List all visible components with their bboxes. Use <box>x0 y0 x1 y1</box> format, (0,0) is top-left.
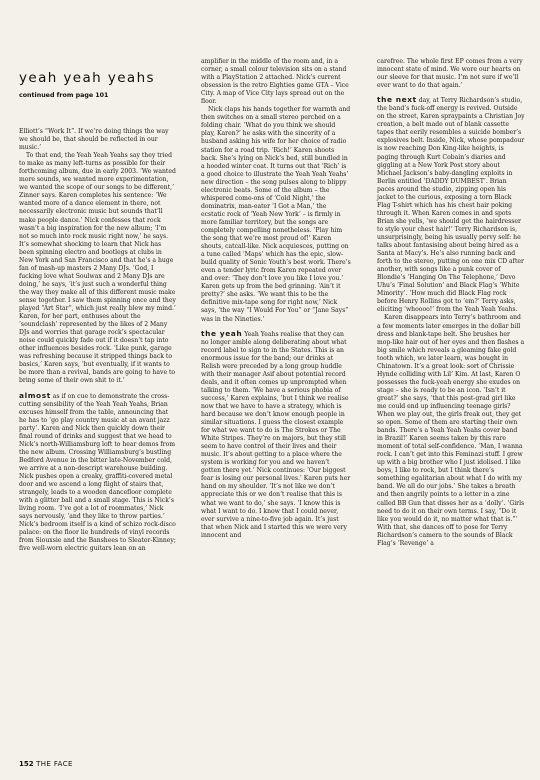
section-lead: almost <box>19 390 51 400</box>
paragraph: Karen disappears into Terry’s bathroom and a few moments later emerges in the dollar bill dress and blank-tape belt. She brushes her mop-like hair out of her eyes and then flashes a big smile which reveals a gleaming fake gold tooth which, we later learn, was bought in Chinatown. It’s a great look: sort of Chrissie Hynde colliding with Lil’ Kim. At last, Karen O possesses the fuck-yeah energy she exudes on stage – she is ready to be an icon. ‘Isn’t it great?’ she says, ‘that this post-grad girl like me could end up influencing teenage girls? When we play out, the girls freak out, they get so open. Some of them are starting their own bands. There’s a Yeah Yeah Yeahs cover band in Brazil!’ Karen seems taken by this rare moment of total self-confidence. ‘Man, I wanna rock. I can’t get into this Feminazi stuff. I grew up with a big brother who I just idolised. I like boys, I like to rock, but I think there’s something egalitarian about what I do with my band. We all do our jobs.’ She takes a breath and then angrily points to a letter in a zine called BB Gun that disses her as a ‘dolly’. ‘Girls need to do it on their own terms. I say, “Do it like you would do it, no matter what that is.”’ With that, she dances off to pose for Terry Richardson’s camera to the sounds of Black Flag’s ‘Revenge’ a <box>377 314 525 547</box>
page-number: 152 <box>19 760 34 768</box>
paragraph: Elliott’s “Work It”. If we’re doing things the way we should be, that should be reflected in our music.’ <box>19 128 169 152</box>
section-paragraph <box>377 96 525 314</box>
section-text: Yeah Yeahs realise that they can no longer amble along deliberating about what record label to sign to in the States. This is an enormous issue for the band; our drinks at Relish were preceded by a long group huddle with their manager Asif about potential record deals, and it often comes up unprompted when talking to them. ‘We have a serious phobia of success,’ Karen explains, ‘but I think we realise now that we have to have a strategy, which is hard because we don’t know enough people in similar situations. I guess the closest example for what we want to do is The Strokes or The White Stripes. They’re on majors, but they still seem to have control of their lives and their music. It’s about getting to a place where the system is working for you and we haven’t gotten there yet.’ Nick continues: ‘Our biggest fear is losing our personal lives.’ Karen puts her hand on my shoulder. ‘It’s not like we don’t appreciate this or we don’t realise that this is what we want to do,’ she says. ‘I know this is what I want to do. I know that I could never, ever survive a nine-to-five job again. It’s just that when Nick and I started this we were very innocent and <box>201 330 351 539</box>
section-paragraph <box>201 330 351 540</box>
column-2 <box>201 58 351 540</box>
paragraph: Nick claps his hands together for warmth and then switches on a small stereo perched on a folding chair. ‘What do you think we should play, Karen?’ he asks with the sincerity of a husband asking his wife for her choice of radio station for a road trip. ‘Rich!’ Karen shoots back. She’s lying on Nick’s bed, still bundled in a hooded winter coat. It turns out that ‘Rich’ is a good choice to illustrate the Yeah Yeah Yeahs’ new direction – the song pulses along to blippy electronic beats. Some of the album – the whispered come-ons of ‘Cold Night,’ the dominatrix, man-eater ‘I Got a Man,’ the ecstatic rock of ‘Yeah New York’ – is firmly in more familiar territory, but the songs are completely compelling nonetheless. ‘Play him the song that we’re most proud of!’ Karen shouts, catcall-like. Nick acquiesces, putting on a tune called ‘Maps’ which has the epic, slow-build quality of Sonic Youth’s best work. There’s even a tender lyric from Karen repeated over and over: ‘They don’t love you like I love you.’ Karen gets up from the bed grinning. ‘Ain’t it pretty?’ she asks. ‘We want this to be the definitive mix-tape song for right now,’ Nick says, ‘the way “I Would For You” or “Jane Says” was in the Nineties.’ <box>201 106 351 323</box>
article-headline: yeah yeah yeahs <box>19 70 155 86</box>
column-1 <box>19 128 176 553</box>
section-text: day, at Terry Richardson’s studio, the band’s fuck-off energy is revived. Outside on the street, Karen spraypaints a Christian Joy creation, a belt made out of blank cassette tapes that eerily resembles a suicide bomber’s explosives belt. Inside, Nick, whose pompadour is now reaching Don King-like heights, is paging through Kurt Cobain’s diaries and giggling at a New York Post story about Michael Jackson’s baby-dangling exploits in Berlin entitled ‘DADDY DUMBEST’. Brian paces around the studio, zipping open his jacket to the curious, exposing a torn Black Flag T-shirt which has his chest hair poking through it. When Karen comes in and spots Brian she yells, ‘we should get the hairdresser to style your chest hair!’ Terry Richardson is, unsurprisingly, being his usually pervy self: he talks about fantasising about being hired as a Santa at Macy’s. He’s also running back and forth to the stereo, putting on one mix CD after another, with songs like a punk cover of Blondie’s ‘Hanging On The Telephone,’ Devo Uhu’s ‘Final Solution’ and Black Flag’s ‘White Minority’. ‘How much did Black Flag rock before Henry Rollins got to ’em?’ Terry asks, eliciting ‘whoooo!’ from the Yeah Yeah Yeahs. <box>377 97 525 314</box>
magazine-name: THE FACE <box>36 760 73 768</box>
page-footer <box>19 760 73 768</box>
continued-note: continued from page 101 <box>19 92 109 99</box>
column-3 <box>377 58 525 548</box>
paragraph: amplifier in the middle of the room and, in a corner, a small colour television sits on a stand with a PlayStation 2 attached. Nick’s current obsession is the retro Eighties game GTA – Vice City. A map of Vice City lays spread out on the floor. <box>201 58 349 106</box>
section-lead: the yeah <box>201 328 243 338</box>
section-paragraph <box>19 392 176 554</box>
section-text: as if on cue to demonstrate the cross-cutting sensibility of the Yeah Yeah Yeahs, Brian excuses himself from the table, announcing that he has to ‘go play country music at an avant jazz party’. Karen and Nick then quickly down their final round of drinks and suggest that we head to Nick’s north-Williamsburg loft to hear demos from the new album. Crossing Williamsburg’s bustling Bedford Avenue in the bitter late-November cold, we arrive at a non-descript warehouse building. Nick pushes open a creaky, graffiti-covered metal door and we ascend a long flight of stairs that, strangely, leads to a wooden dancefloor complete with a glitter ball and a small stage. This is Nick’s living room. ‘I’ve got a lot of roommates,’ Nick says nervously, ‘and they like to throw parties.’ Nick’s bedroom itself is a kind of schizo rock-disco palace: on the floor lie hundreds of vinyl records from Siouxsie and the Banshees to Sleater-Kinney; five well-worn electric guitars lean on an <box>19 392 176 553</box>
paragraph: carefree. The whole first EP comes from a very innocent state of mind. We wore our hearts on our sleeve for that music. I’m not sure if we’ll ever want to do that again.’ <box>377 58 523 90</box>
paragraph: To that end, the Yeah Yeah Yeahs say they tried to make as many left-turns as possible for their forthcoming album, due in early 2003. ‘We wanted more sounds, we wanted more experimentation, we wanted the scope of our songs to be different,’ Zinner says. Karen completes his sentence: ‘We wanted more of a dance element in there, not necessarily electronic music but sounds that’ll make people dance.’ Nick confesses that rock wasn’t a big inspiration for the new album; ‘I’m not so much into rock music right now,’ he says. It’s somewhat shocking to learn that Nick has been spinning electro and bootlegs at clubs in New York and San Francisco and that he’s a huge fan of mash-up masters 2 Many DJs. ‘God, I fucking love what Soulwax and 2 Many DJs are doing,’ he says, ‘it’s just such a wonderful thing the way they make all of this different music make sense together. I saw them spinning once and they played “Art Star”, which just really blew my mind.’ Karen, for her part, enthuses about the ‘soundclash’ represented by the likes of 2 Many DJs and worries that garage rock’s spectacular noise could quickly fade out if it doesn’t tap into other influences besides rock. ‘Like punk, garage was refreshing because it stripped things back to basics,’ Karen says, ‘but eventually, if it wants to be more than a revival, bands are going to have to bring some of their own shit to it.’ <box>19 152 176 385</box>
section-lead: the next <box>377 95 417 105</box>
